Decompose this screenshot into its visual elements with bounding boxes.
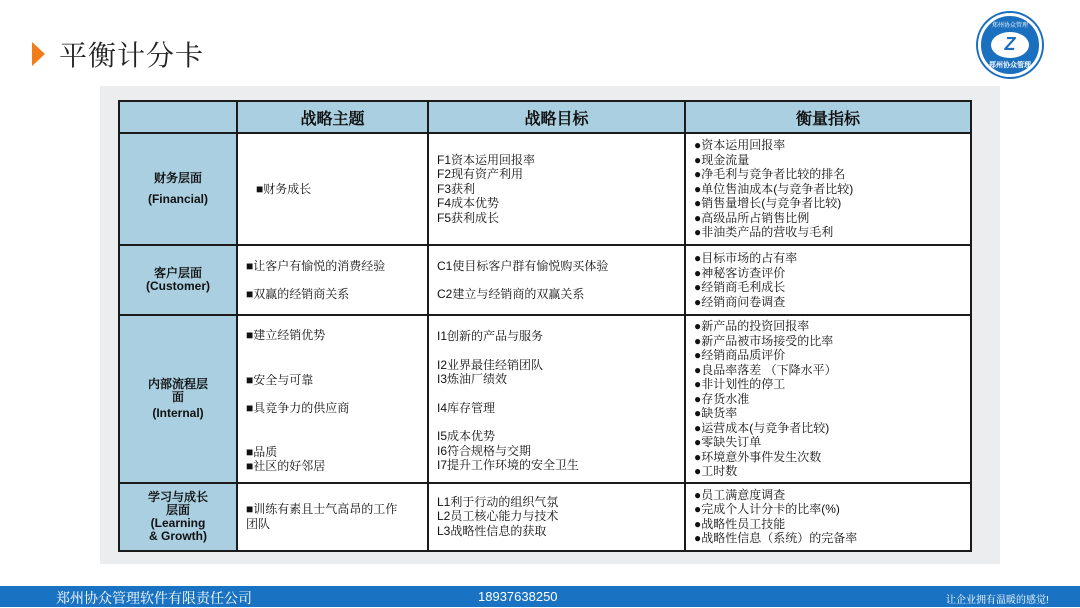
dimension-internal [119, 315, 237, 483]
table-row-internal [119, 315, 971, 483]
theme-cell [237, 483, 428, 551]
measure-item: ●良品率落差 （下降水平） [694, 362, 837, 377]
theme-cell [237, 315, 428, 483]
measure-cell [685, 133, 971, 245]
measure-item: ●战略性员工技能 [694, 516, 786, 531]
page-title: 平衡计分卡 [59, 40, 205, 71]
objective-item: L3战略性信息的获取 [437, 523, 547, 538]
objective-cell [428, 483, 685, 551]
measure-item: ●经销商问卷调查 [694, 294, 786, 309]
objective-cell [428, 245, 685, 315]
dimension-label: 财务层面 [153, 171, 202, 185]
measure-item: ●净毛利与竞争者比较的排名 [694, 167, 846, 182]
measure-item: ●新产品的投资回报率 [694, 319, 810, 333]
header-theme: 战略主题 [237, 101, 428, 133]
logo-badge [991, 32, 1029, 58]
objective-item: F5获利成长 [437, 210, 500, 225]
measure-cell [685, 315, 971, 483]
logo-ring-text: 郑州协众管理 [991, 23, 1028, 29]
objective-item: F1资本运用回报率 [437, 152, 536, 167]
footer-slogan: 让企业拥有温暖的感觉! [946, 595, 1049, 606]
dimension-financial [119, 133, 237, 245]
measure-item: ●现金流量 [694, 152, 750, 167]
measure-item: ●零缺失订单 [694, 435, 762, 449]
theme-item: ■建立经销优势 [246, 328, 326, 342]
objective-item: F2现有资产利用 [437, 167, 524, 182]
objective-item: F3获利 [437, 181, 476, 196]
theme-cell [237, 245, 428, 315]
theme-item: ■双赢的经销商关系 [246, 287, 350, 301]
measure-item: ●神秘客访查评价 [694, 265, 786, 280]
dimension-label: 学习与成长 [147, 489, 208, 504]
objective-item: L2员工核心能力与技术 [437, 509, 559, 524]
measure-item: ●缺货率 [694, 406, 738, 420]
header-objective: 战略目标 [428, 101, 685, 133]
balanced-scorecard-table [118, 100, 972, 552]
logo-letter: Z [1004, 34, 1016, 54]
footer-bar [0, 586, 1080, 607]
theme-item: ■具竞争力的供应商 [246, 401, 350, 415]
measure-item: ●目标市场的占有率 [694, 251, 798, 265]
theme-item: ■让客户有愉悦的消费经验 [246, 258, 386, 273]
table-row-customer [119, 245, 971, 315]
header-measure: 衡量指标 [685, 101, 971, 133]
measure-item: ●运营成本(与竞争者比较) [694, 420, 830, 435]
dimension-label: & Growth) [149, 528, 207, 543]
measure-item: ●资本运用回报率 [694, 138, 786, 153]
dimension-label: 客户层面 [153, 266, 202, 280]
objective-item: I3炼油厂绩效 [437, 372, 508, 386]
measure-item: ●非计划性的停工 [694, 377, 786, 391]
theme-item: ■财务成长 [256, 181, 312, 196]
dimension-customer [119, 245, 237, 315]
measure-item: ●环境意外事件发生次数 [694, 449, 822, 464]
dimension-label: (Internal) [152, 405, 204, 420]
objective-cell [428, 133, 685, 245]
theme-item: ■安全与可靠 [246, 372, 314, 387]
measure-item: ●单位售油成本(与竞争者比较) [694, 181, 854, 196]
objective-item: I2业界最佳经销团队 [437, 357, 544, 372]
dimension-label: 内部流程层 [147, 376, 208, 391]
measure-cell [685, 483, 971, 551]
theme-item: ■社区的好邻居 [246, 459, 326, 473]
measure-item: ●高级品所占销售比例 [694, 210, 810, 225]
theme-item: 团队 [246, 516, 271, 531]
measure-item: ●经销商毛利成长 [694, 280, 786, 294]
measure-item: ●完成个人计分卡的比率(%) [694, 502, 840, 516]
objective-item: I5成本优势 [437, 429, 496, 443]
footer-phone: 18937638250 [478, 589, 558, 604]
measure-item: ●销售量增长(与竞争者比较) [694, 196, 842, 211]
dimension-label: 层面 [165, 502, 190, 517]
objective-item: L1利于行动的组织气氛 [437, 494, 559, 509]
table-row-learning [119, 483, 971, 551]
objective-cell [428, 315, 685, 483]
objective-item: I7提升工作环境的安全卫生 [437, 458, 580, 472]
title-arrow-icon [32, 42, 45, 66]
theme-item: ■品质 [246, 444, 278, 459]
header-corner [119, 101, 237, 133]
measure-item: ●新产品被市场接受的比率 [694, 333, 834, 348]
measure-cell [685, 245, 971, 315]
measure-item: ●员工满意度调查 [694, 487, 786, 502]
theme-cell [237, 133, 428, 245]
measure-item: ●战略性信息（系统）的完备率 [694, 531, 858, 545]
objective-item: F4成本优势 [437, 196, 500, 211]
measure-item: ●工时数 [694, 464, 738, 478]
measure-item: ●存货水准 [694, 391, 750, 406]
objective-item: I1创新的产品与服务 [437, 329, 544, 343]
dimension-label: (Customer) [145, 279, 210, 293]
theme-item: ■训练有素且士气高昂的工作 [246, 502, 398, 516]
objective-item: C1使目标客户群有愉悦购买体验 [437, 258, 609, 273]
dimension-label: (Learning [150, 515, 206, 530]
table-row-financial [119, 133, 971, 245]
title-bar [32, 34, 204, 74]
logo-bottom-text: 郑州协众管理 [989, 62, 1031, 69]
company-logo [978, 13, 1042, 77]
objective-item: I6符合规格与交期 [437, 443, 532, 458]
measure-item: ●非油类产品的营收与毛利 [694, 225, 834, 240]
measure-item: ●经销商品质评价 [694, 348, 786, 362]
dimension-label: 面 [171, 389, 184, 404]
dimension-label: (Financial) [147, 192, 208, 206]
objective-item: C2建立与经销商的双赢关系 [437, 287, 585, 301]
dimension-learning [119, 483, 237, 551]
table-header-row [119, 101, 971, 133]
footer-company: 郑州协众管理软件有限责任公司 [56, 590, 252, 606]
objective-item: I4库存管理 [437, 400, 496, 415]
